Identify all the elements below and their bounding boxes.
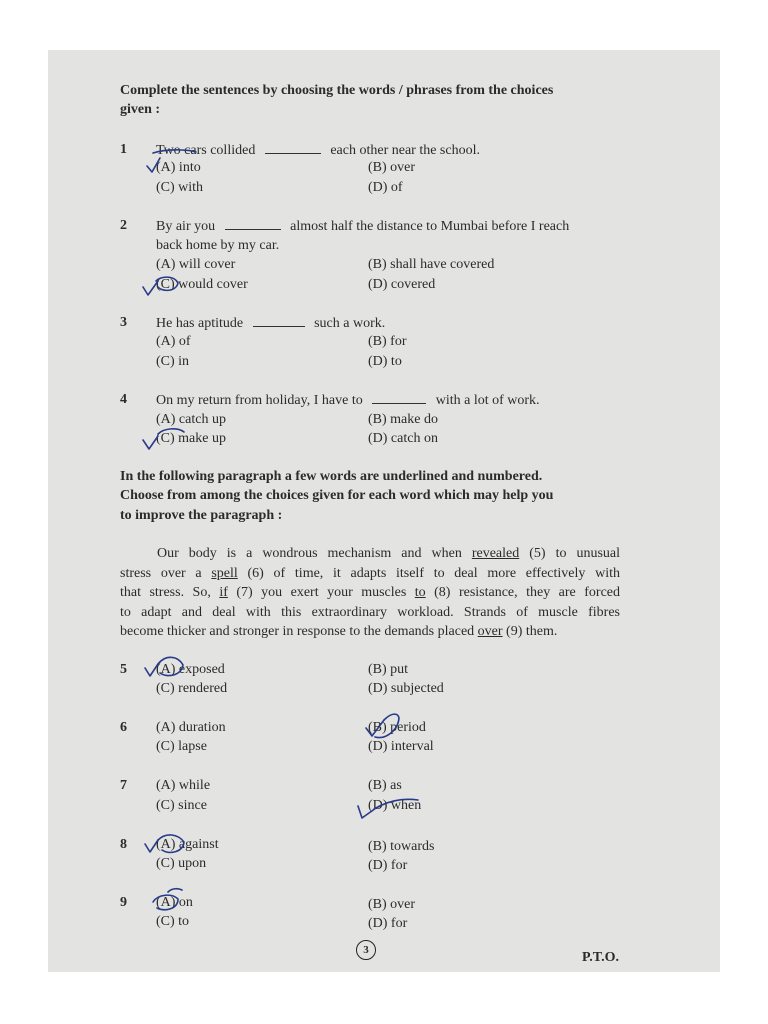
question-8-option-a: (A) against — [156, 837, 219, 852]
question-9-option-a: (A) on — [156, 895, 193, 910]
question-3-option-d: (D) to — [368, 354, 402, 369]
question-5-option-b: (B) put — [368, 662, 409, 677]
paragraph-line: that stress. So, if (7) you exert your muscles to (8) resistance, they are forced — [120, 585, 620, 600]
question-number-5: 5 — [120, 662, 127, 677]
question-2-stem — [156, 217, 569, 236]
question-5-option-c: (C) rendered — [156, 681, 228, 696]
paragraph-line: become thicker and stronger in response to the demands placed over (9) them. — [120, 624, 558, 639]
question-3-stem — [156, 314, 385, 333]
answer-blank — [225, 217, 281, 230]
question-7-option-d: (D) when — [368, 798, 422, 813]
section2-heading-line2: Choose from among the choices given for each word which may help you — [120, 488, 554, 503]
section2-heading-line3: to improve the paragraph : — [120, 508, 283, 523]
question-1-stem-start: Two cars collided — [156, 143, 256, 158]
question-number-9: 9 — [120, 895, 127, 910]
question-9-option-b: (B) over — [368, 897, 416, 912]
question-8-option-c: (C) upon — [156, 856, 207, 871]
question-5-option-d: (D) subjected — [368, 681, 444, 696]
question-8-option-b: (B) towards — [368, 839, 435, 854]
paragraph-line: Our body is a wondrous mechanism and when revealed (5) to unusual — [157, 546, 621, 561]
question-4-option-d: (D) catch on — [368, 431, 438, 446]
question-3-option-a: (A) of — [156, 334, 191, 349]
question-number-1: 1 — [120, 142, 127, 157]
question-number-3: 3 — [120, 315, 127, 330]
question-4-option-b: (B) make do — [368, 412, 438, 427]
underlined-word-9: over — [477, 624, 503, 639]
question-1-option-b: (B) over — [368, 160, 416, 175]
question-7-option-c: (C) since — [156, 798, 207, 813]
question-number-8: 8 — [120, 837, 127, 852]
question-1-option-a: (A) into — [156, 160, 201, 175]
question-2-option-d: (D) covered — [368, 277, 436, 292]
question-6-option-b: (B) period — [368, 720, 426, 735]
question-2-option-b: (B) shall have covered — [368, 257, 495, 272]
question-6-option-d: (D) interval — [368, 739, 434, 754]
underlined-word-5: revealed — [471, 546, 520, 561]
question-3-stem-start: He has aptitude — [156, 316, 244, 331]
question-7-option-b: (B) as — [368, 778, 402, 793]
question-4-option-a: (A) catch up — [156, 412, 226, 427]
answer-blank — [253, 314, 305, 327]
question-3-option-b: (B) for — [368, 334, 407, 349]
question-2-stem-end: almost half the distance to Mumbai before I reach — [290, 219, 570, 234]
question-4-stem-start: On my return from holiday, I have to — [156, 393, 363, 408]
question-1-stem-end: each other near the school. — [330, 143, 480, 158]
question-1-stem — [156, 141, 480, 160]
question-number-4: 4 — [120, 392, 127, 407]
question-9-option-c: (C) to — [156, 914, 190, 929]
question-4-stem — [156, 391, 540, 410]
section1-heading-line1: Complete the sentences by choosing the words / phrases from the choices — [120, 83, 554, 98]
question-3-option-c: (C) in — [156, 354, 190, 369]
section1-heading-line2: given : — [120, 102, 161, 117]
question-3-stem-end: such a work. — [314, 316, 386, 331]
section2-heading-line1: In the following paragraph a few words are underlined and numbered. — [120, 469, 543, 484]
underlined-word-7: if — [219, 585, 228, 600]
question-number-7: 7 — [120, 778, 127, 793]
paragraph-line: to adapt and deal with this extraordinary workload. Strands of muscle fibres — [120, 604, 620, 620]
question-6-option-c: (C) lapse — [156, 739, 207, 754]
answer-blank — [372, 391, 426, 404]
pto-label: P.T.O. — [582, 950, 619, 965]
question-number-2: 2 — [120, 218, 127, 233]
underlined-word-8: to — [414, 585, 426, 600]
underlined-word-6: spell — [211, 565, 238, 581]
question-1-option-c: (C) with — [156, 180, 204, 195]
question-8-option-d: (D) for — [368, 858, 408, 873]
page-number: 3 — [356, 940, 376, 960]
question-2-stem-line2: back home by my car. — [156, 238, 280, 253]
question-number-6: 6 — [120, 720, 127, 735]
question-4-option-c: (C) make up — [156, 431, 226, 446]
question-6-option-a: (A) duration — [156, 720, 226, 735]
question-7-option-a: (A) while — [156, 778, 211, 793]
question-4-stem-end: with a lot of work. — [435, 393, 540, 408]
question-2-option-c: (C) would cover — [156, 277, 248, 292]
paragraph-line: stress over a spell (6) of time, it adapts itself to deal more effectively with — [120, 565, 620, 581]
question-9-option-d: (D) for — [368, 916, 408, 931]
question-5-option-a: (A) exposed — [156, 662, 225, 677]
question-2-option-a: (A) will cover — [156, 257, 236, 272]
question-1-option-d: (D) of — [368, 180, 403, 195]
reading-paragraph — [120, 544, 620, 642]
answer-blank — [265, 141, 321, 154]
question-2-stem-start: By air you — [156, 219, 216, 234]
